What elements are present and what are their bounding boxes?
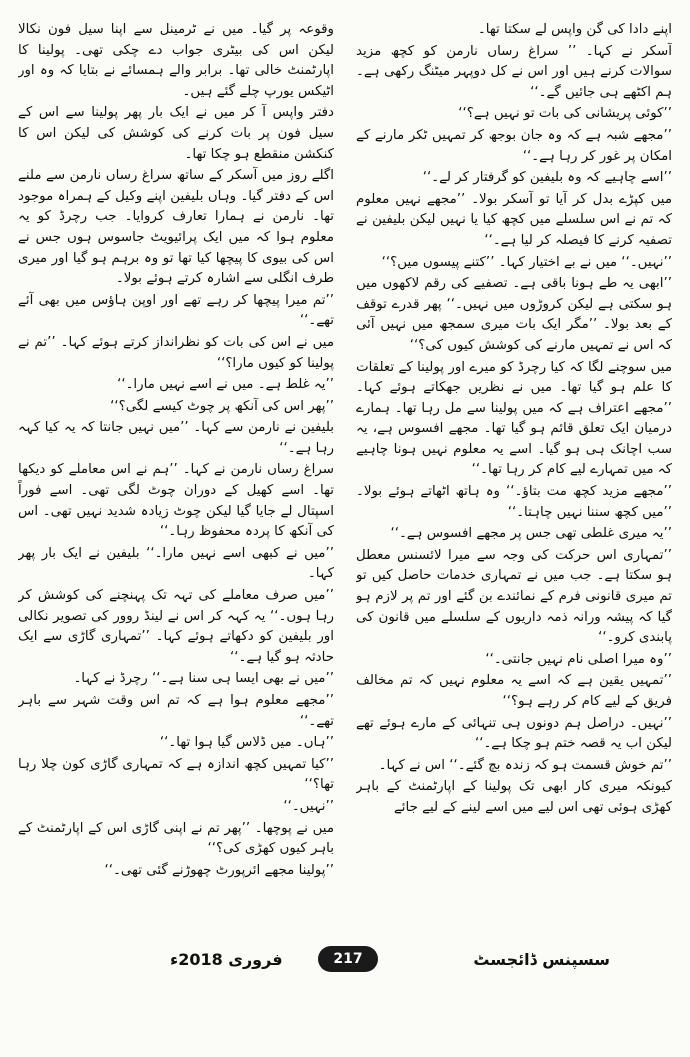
paragraph: میں نے پوچھا۔ ’’پھر تم نے اپنی گاڑی اس کے اپارٹمنٹ کے باہر کیوں کھڑی کی؟‘‘: [18, 820, 334, 857]
paragraph: ’’یہ غلط ہے۔ میں نے اسے نہیں مارا۔‘‘: [117, 377, 334, 393]
paragraph: دفتر واپس آ کر میں نے ایک بار پھر پولینا سے اس کے سیل فون پر بات کرنے کی کوشش کی لیکن اس کا کنکشن منقطع ہو چکا تھا۔: [18, 105, 334, 162]
paragraph: ’’میں نے بھی ایسا ہی سنا ہے۔‘‘ رچرڈ نے کہا۔: [73, 671, 334, 687]
paragraph: ’’پھر اس کی آنکھ پر چوٹ کیسے لگی؟‘‘: [110, 398, 334, 414]
paragraph: ’’تمہاری اس حرکت کی وجہ سے میرا لائسنس معطل ہو سکتا ہے۔ جب میں نے تمہاری خدمات حاصل کیں تو تم میری قانونی فرم کے نمائندے بن گئے اور تم پر لازم ہو گیا کہ پیشہ ورانہ ذمہ داریوں کے سلسلے میں قانون کی پابندی کرو۔‘‘: [356, 547, 672, 646]
paragraph: ’’اسے چاہیے کہ وہ بلیفین کو گرفتار کر لے۔‘‘: [422, 170, 672, 186]
right-column: [356, 20, 672, 925]
paragraph: آسکر نے کہا۔ ’’ سراغ رساں نارمن کو کچھ مزید سوالات کرنے ہیں اور اس نے کل دوپہر میٹنگ رکھی ہے۔ ہم اکٹھے ہی جائیں گے۔‘‘: [356, 43, 672, 100]
paragraph: ’’مجھے مزید کچھ مت بتاؤ۔‘‘ وہ ہاتھ اٹھاتے ہوئے بولا۔ ’’میں کچھ سننا نہیں چاہتا۔‘‘: [356, 484, 672, 520]
magazine-name: سسپنس ڈائجسٹ: [473, 950, 610, 969]
page-number: 217: [318, 946, 378, 972]
paragraph: ’’ابھی یہ طے ہونا باقی ہے۔ تصفیے کی رقم لاکھوں میں ہو سکتی ہے لیکن کروڑوں میں نہیں۔‘‘ پھر قدرے توقف کے بعد بولا۔ ’’مگر ایک بات میری سمجھ میں نہیں آئی کہ اس نے تمہیں مارنے کی کوشش کیوں کی؟‘‘: [356, 276, 672, 353]
paragraph: کیونکہ میری کار ابھی تک پولینا کے اپارٹمنٹ کے باہر کھڑی ہوئی تھی اس لیے میں اسے لینے کے لیے جائے: [356, 779, 672, 815]
issue-date: فروری 2018ء: [170, 950, 283, 969]
paragraph: وقوعہ پر گیا۔ میں نے ٹرمینل سے اپنا سیل فون نکالا لیکن اس کی بیٹری جواب دے چکی تھی۔ پولینا کا اپارٹمنٹ خالی تھا۔ برابر والے ہمسائے نے بتایا کہ وہ اور اٹیکس یورپ چلے گئے ہیں۔: [18, 22, 334, 99]
paragraph: ’’تمہیں یقین ہے کہ اسے یہ معلوم نہیں کہ تم مخالف فریق کے لیے کام کر رہے ہو؟‘‘: [356, 673, 672, 709]
paragraph: ’’تم خوش قسمت ہو کہ زندہ بچ گئے۔‘‘ اس نے کہا۔: [378, 757, 672, 773]
paragraph: ’’مجھے معلوم ہوا ہے کہ تم اس وقت شہر سے باہر تھے۔‘‘: [18, 693, 334, 729]
page-footer: [60, 946, 650, 976]
paragraph: ’’ہاں۔ میں ڈلاس گیا ہوا تھا۔‘‘: [159, 735, 334, 751]
paragraph: ’’میں صرف معاملے کی تہہ تک پہنچنے کی کوشش کر رہا ہوں۔‘‘ یہ کہہ کر اس نے لینڈ روور کی تصویر نکالی اور بلیفین کو دکھاتے ہوئے کہا۔ ’’تمہاری گاڑی سے ایک حادثہ ہو گیا ہے۔‘‘: [18, 588, 334, 665]
paragraph: میں نے اس کی بات کو نظرانداز کرتے ہوئے کہا۔ ’’تم نے پولینا کو کیوں مارا؟‘‘: [18, 334, 334, 371]
paragraph: ’’مجھے شبہ ہے کہ وہ جان بوجھ کر تمہیں ٹکر مارنے کے امکان پر غور کر رہا ہے۔‘‘: [356, 127, 672, 164]
paragraph: ’’کیا تمہیں کچھ اندازہ ہے کہ تمہاری گاڑی کون چلا رہا تھا؟‘‘: [18, 756, 334, 793]
paragraph: میں کپڑے بدل کر آیا تو آسکر بولا۔ ’’مجھے نہیں معلوم کہ تم نے اس سلسلے میں کچھ کیا یا نہیں لیکن بلیفین نے تصفیہ کرنے کا فیصلہ کر لیا ہے۔‘‘: [356, 191, 672, 248]
paragraph: بلیفین نے نارمن سے کہا۔ ’’میں نہیں جانتا کہ یہ کیا کہہ رہا ہے۔‘‘: [18, 420, 334, 456]
paragraph: ’’نہیں۔‘‘ میں نے بے اختیار کہا۔ ’’کتنے پیسوں میں؟‘‘: [381, 254, 672, 270]
paragraph: ’’تم میرا پیچھا کر رہے تھے اور اوپن ہاؤس میں بھی آئے تھے۔‘‘: [18, 292, 334, 329]
paragraph: اگلے روز میں آسکر کے ساتھ سراغ رساں نارمن سے ملنے اس کے دفتر گیا۔ وہاں بلیفین اپنے وکیل کے ہمراہ موجود تھا۔ نارمن نے ہمارا تعارف کروایا۔ جب رچرڈ کو یہ معلوم ہوا کہ میں ایک پرائیویٹ جاسوس ہوں جس نے اس کی بیوی کا پیچھا کیا تھا تو وہ برہم ہو گیا اور میری طرف انگلی سے اشارہ کرتے ہوئے بولا۔: [18, 168, 334, 287]
paragraph: ’’پولینا مجھے ائرپورٹ چھوڑنے گئی تھی۔‘‘: [104, 862, 334, 878]
paragraph: ’’کوئی پریشانی کی بات تو نہیں ہے؟‘‘: [458, 106, 672, 122]
paragraph: ’’یہ میری غلطی تھی جس پر مجھے افسوس ہے۔‘‘: [390, 526, 672, 542]
paragraph: اپنے دادا کی گن واپس لے سکتا تھا۔: [477, 22, 672, 37]
paragraph: ’’نہیں۔‘‘: [283, 798, 334, 814]
paragraph: ’’وہ میرا اصلی نام نہیں جانتی۔‘‘: [485, 651, 672, 667]
left-column: [18, 20, 334, 925]
paragraph: میں سوچنے لگا کہ کیا رچرڈ کو میرے اور پولینا کے تعلقات کا علم ہو گیا تھا۔ میں نے نظریں جھکاتے ہوئے کہا۔ ’’مجھے اعتراف ہے کہ میں پولینا سے مل رہا تھا۔ ہمارے درمیان ایک تعلق قائم ہو گیا تھا۔ مجھے افسوس ہے، یہ سب اچانک ہی ہو گیا۔ اسے یہ معلوم نہیں ہونا چاہیے کہ میں تمہارے لیے کام کر رہا تھا۔‘‘: [356, 359, 672, 478]
paragraph: سراغ رساں نارمن نے کہا۔ ’’ہم نے اس معاملے کو دیکھا تھا۔ اسے کھیل کے دوران چوٹ لگی تھی۔ اسے فوراً اسپتال لے جایا گیا لیکن چوٹ زیادہ شدید نہیں تھی۔ اس کی آنکھ کا پردہ محفوظ رہا۔‘‘: [18, 462, 334, 540]
paragraph: ’’نہیں۔ دراصل ہم دونوں ہی تنہائی کے مارے ہوئے تھے لیکن اب یہ قصہ ختم ہو چکا ہے۔‘‘: [356, 715, 672, 752]
paragraph: ’’میں نے کبھی اسے نہیں مارا۔‘‘ بلیفین نے ایک بار پھر کہا۔: [18, 545, 334, 582]
